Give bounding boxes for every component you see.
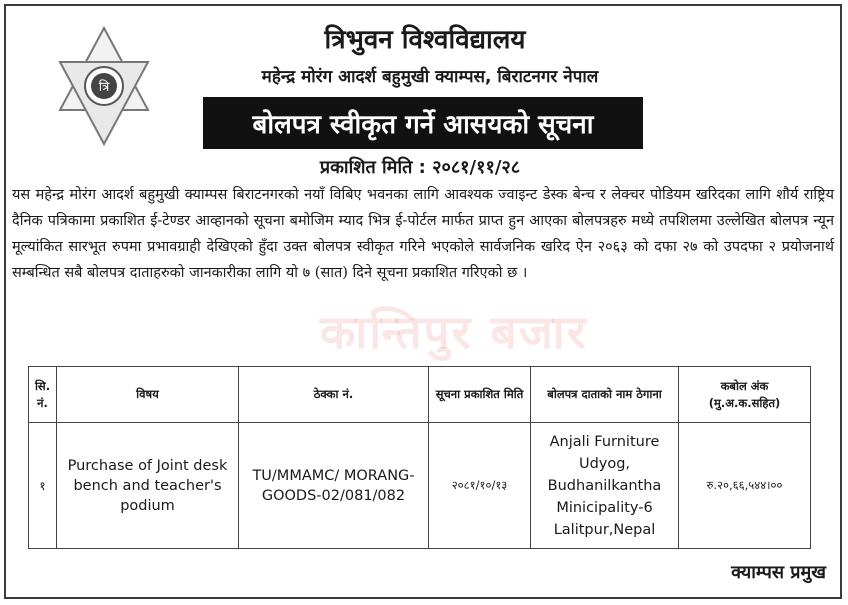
signatory: क्याम्पस प्रमुख xyxy=(731,562,826,583)
header-contract-no: ठेक्का नं. xyxy=(239,367,429,423)
logo-emblem-letter: त्रि xyxy=(98,80,110,95)
header-sn: सि. नं. xyxy=(29,367,57,423)
cell-contract-no: TU/MMAMC/ MORANG- GOODS-02/081/082 xyxy=(239,423,429,549)
university-logo-emblem xyxy=(58,26,150,146)
cell-subject: Purchase of Joint desk bench and teacher's podium xyxy=(57,423,239,549)
notice-title: बोलपत्र स्वीकृत गर्ने आसयको सूचना xyxy=(252,110,594,140)
header-bidder: बोलपत्र दाताको नाम ठेगाना xyxy=(531,367,679,423)
notice-paragraph: यस महेन्द्र मोरंग आदर्श बहुमुखी क्याम्पस बिराटनगरको नयाँ विबिए भवनका लागि आवश्यक ज्वाइन्ट डेस्क बेन्च र लेक्चर पोडियम खरिदका लागि शौर्य राष्ट्रिय दैनिक पत्रिकामा प्रकाशित ई-टेण्डर आव्हानको सूचना बमोजिम म्याद भित्र ई-पोर्टल मार्फत प्राप्त हुन आएका बोलपत्रहरु मध्ये तपशिलमा उल्लेखित बोलपत्र न्यून मूल्यांकित सारभूत रुपमा प्रभावग्राही देखिएको हुँदा उक्त बोलपत्र स्वीकृत गरिने भएकोले सार्वजनिक खरिद ऐन २०६३ को दफा २७ को उपदफा २ प्रयोजनार्थ सम्बन्धित सबै बोलपत्र दाताहरुको जानकारीका लागि यो ७ (सात) दिने सूचना प्रकाशित गरिएको छ । xyxy=(12,187,834,281)
cell-sn: १ xyxy=(29,423,57,549)
campus-name-address: महेन्द्र मोरंग आदर्श बहुमुखी क्याम्पस, बिराटनगर नेपाल xyxy=(261,67,599,87)
cell-bidder: Anjali Furniture Udyog, Budhanilkantha Minicipality-6 Lalitpur,Nepal xyxy=(531,423,679,549)
university-name: त्रिभुवन विश्वविद्यालय xyxy=(324,25,526,55)
header-notice-date: सूचना प्रकाशित मिति xyxy=(429,367,531,423)
table-header-row xyxy=(29,367,811,423)
header-subject: विषय xyxy=(57,367,239,423)
published-date: प्रकाशित मिति : २०८१/११/२८ xyxy=(319,157,521,178)
cell-amount: रु.२०,६६,५४४।०० xyxy=(679,423,811,549)
header-amount: कबोल अंक (मु.अ.क.सहित) xyxy=(679,367,811,423)
cell-notice-date: २०८१/१०/१३ xyxy=(429,423,531,549)
watermark: कान्तिपुर बजार xyxy=(320,305,588,359)
notice-title-banner xyxy=(203,97,643,149)
table-row xyxy=(29,423,811,549)
bid-table xyxy=(28,366,811,549)
